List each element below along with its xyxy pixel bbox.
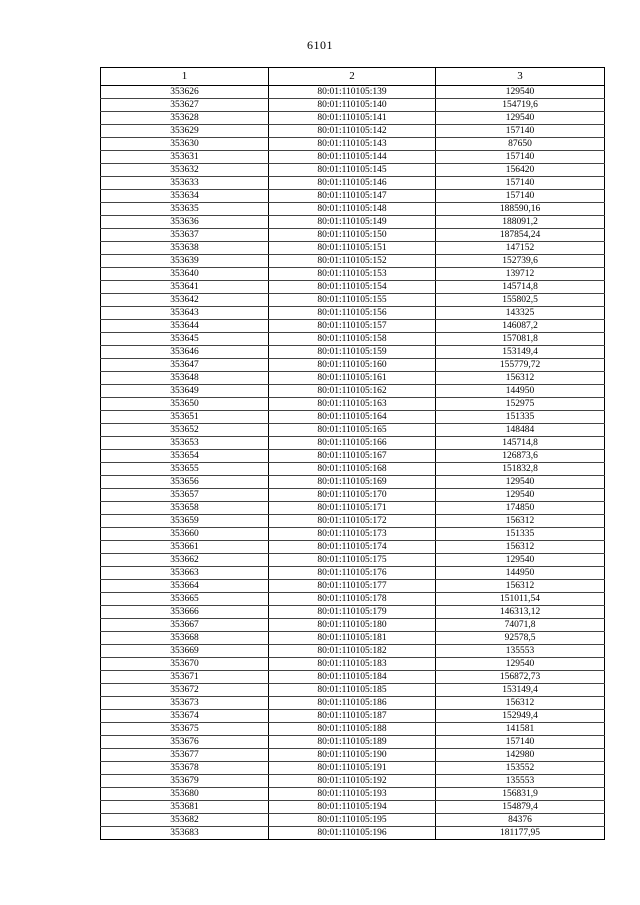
value-cell: 146313,12 [436,606,605,619]
table-row [101,372,605,385]
table-row [101,437,605,450]
cadastral-number-cell: 80:01:110105:153 [269,268,436,281]
table-row [101,463,605,476]
value-cell: 157081,8 [436,333,605,346]
table-row [101,216,605,229]
table-row [101,242,605,255]
cadastral-number-cell: 80:01:110105:179 [269,606,436,619]
cadastral-number-cell: 80:01:110105:189 [269,736,436,749]
table-row [101,645,605,658]
cadastral-number-cell: 80:01:110105:182 [269,645,436,658]
cadastral-number-cell: 80:01:110105:140 [269,99,436,112]
value-cell: 129540 [436,476,605,489]
cadastral-number-cell: 80:01:110105:158 [269,333,436,346]
table-row [101,619,605,632]
value-cell: 156420 [436,164,605,177]
table-row [101,580,605,593]
value-cell: 145714,8 [436,281,605,294]
cadastral-number-cell: 80:01:110105:168 [269,463,436,476]
cadastral-number-cell: 80:01:110105:160 [269,359,436,372]
row-number-cell: 353663 [101,567,269,580]
value-cell: 129540 [436,658,605,671]
table-row [101,268,605,281]
page-number: 6101 [307,38,333,52]
row-number-cell: 353632 [101,164,269,177]
table-row [101,86,605,99]
table-row [101,658,605,671]
value-cell: 156312 [436,697,605,710]
table-row [101,723,605,736]
cadastral-number-cell: 80:01:110105:184 [269,671,436,684]
table-row [101,151,605,164]
table-row [101,385,605,398]
cadastral-number-cell: 80:01:110105:167 [269,450,436,463]
row-number-cell: 353677 [101,749,269,762]
value-cell: 74071,8 [436,619,605,632]
row-number-cell: 353642 [101,294,269,307]
row-number-cell: 353641 [101,281,269,294]
cadastral-number-cell: 80:01:110105:177 [269,580,436,593]
cadastral-number-cell: 80:01:110105:162 [269,385,436,398]
row-number-cell: 353640 [101,268,269,281]
cadastral-number-cell: 80:01:110105:172 [269,515,436,528]
header-row [101,68,605,86]
value-cell: 156872,73 [436,671,605,684]
row-number-cell: 353665 [101,593,269,606]
cadastral-number-cell: 80:01:110105:187 [269,710,436,723]
table-row [101,593,605,606]
value-cell: 156312 [436,372,605,385]
table-row [101,411,605,424]
table-row [101,476,605,489]
cadastral-number-cell: 80:01:110105:185 [269,684,436,697]
row-number-cell: 353643 [101,307,269,320]
table-row [101,489,605,502]
row-number-cell: 353674 [101,710,269,723]
table-row [101,567,605,580]
cadastral-number-cell: 80:01:110105:163 [269,398,436,411]
value-cell: 151335 [436,411,605,424]
cadastral-number-cell: 80:01:110105:174 [269,541,436,554]
row-number-cell: 353681 [101,801,269,814]
value-cell: 187854,24 [436,229,605,242]
cadastral-number-cell: 80:01:110105:192 [269,775,436,788]
row-number-cell: 353644 [101,320,269,333]
value-cell: 141581 [436,723,605,736]
row-number-cell: 353631 [101,151,269,164]
value-cell: 157140 [436,125,605,138]
cadastral-number-cell: 80:01:110105:194 [269,801,436,814]
row-number-cell: 353629 [101,125,269,138]
row-number-cell: 353657 [101,489,269,502]
cadastral-number-cell: 80:01:110105:181 [269,632,436,645]
table-row [101,294,605,307]
column-header-2: 2 [269,68,436,86]
cadastral-number-cell: 80:01:110105:191 [269,762,436,775]
row-number-cell: 353661 [101,541,269,554]
row-number-cell: 353638 [101,242,269,255]
value-cell: 157140 [436,151,605,164]
row-number-cell: 353675 [101,723,269,736]
value-cell: 155802,5 [436,294,605,307]
table-row [101,684,605,697]
row-number-cell: 353654 [101,450,269,463]
value-cell: 129540 [436,86,605,99]
cadastral-number-cell: 80:01:110105:155 [269,294,436,307]
value-cell: 151832,8 [436,463,605,476]
table-row [101,827,605,840]
row-number-cell: 353656 [101,476,269,489]
value-cell: 156312 [436,515,605,528]
column-header-1: 1 [101,68,269,86]
row-number-cell: 353650 [101,398,269,411]
value-cell: 155779,72 [436,359,605,372]
cadastral-number-cell: 80:01:110105:165 [269,424,436,437]
table-row [101,515,605,528]
value-cell: 157140 [436,736,605,749]
row-number-cell: 353651 [101,411,269,424]
row-number-cell: 353673 [101,697,269,710]
column-header-3: 3 [436,68,605,86]
table-row [101,307,605,320]
value-cell: 153149,4 [436,684,605,697]
table-row [101,164,605,177]
value-cell: 146087,2 [436,320,605,333]
value-cell: 151335 [436,528,605,541]
table-row [101,814,605,827]
table-row [101,333,605,346]
table-row [101,749,605,762]
value-cell: 157140 [436,190,605,203]
value-cell: 84376 [436,814,605,827]
value-cell: 144950 [436,385,605,398]
value-cell: 129540 [436,554,605,567]
table-body [101,86,605,840]
row-number-cell: 353676 [101,736,269,749]
value-cell: 92578,5 [436,632,605,645]
row-number-cell: 353672 [101,684,269,697]
table-row [101,554,605,567]
table-row [101,255,605,268]
cadastral-number-cell: 80:01:110105:141 [269,112,436,125]
table-row [101,736,605,749]
table-row [101,203,605,216]
cadastral-number-cell: 80:01:110105:139 [269,86,436,99]
value-cell: 152739,6 [436,255,605,268]
value-cell: 126873,6 [436,450,605,463]
cadastral-number-cell: 80:01:110105:196 [269,827,436,840]
row-number-cell: 353626 [101,86,269,99]
cadastral-number-cell: 80:01:110105:183 [269,658,436,671]
table-row [101,671,605,684]
cadastral-number-cell: 80:01:110105:159 [269,346,436,359]
table-row [101,788,605,801]
table-row [101,359,605,372]
value-cell: 145714,8 [436,437,605,450]
table-row [101,632,605,645]
cadastral-number-cell: 80:01:110105:157 [269,320,436,333]
row-number-cell: 353635 [101,203,269,216]
cadastral-number-cell: 80:01:110105:164 [269,411,436,424]
cadastral-number-cell: 80:01:110105:169 [269,476,436,489]
cadastral-number-cell: 80:01:110105:145 [269,164,436,177]
table-row [101,450,605,463]
value-cell: 129540 [436,112,605,125]
row-number-cell: 353670 [101,658,269,671]
cadastral-number-cell: 80:01:110105:150 [269,229,436,242]
row-number-cell: 353652 [101,424,269,437]
cadastral-number-cell: 80:01:110105:180 [269,619,436,632]
value-cell: 153552 [436,762,605,775]
table-row [101,346,605,359]
cadastral-number-cell: 80:01:110105:151 [269,242,436,255]
value-cell: 87650 [436,138,605,151]
row-number-cell: 353636 [101,216,269,229]
value-cell: 139712 [436,268,605,281]
row-number-cell: 353637 [101,229,269,242]
table-row [101,710,605,723]
value-cell: 152975 [436,398,605,411]
row-number-cell: 353628 [101,112,269,125]
row-number-cell: 353648 [101,372,269,385]
cadastral-number-cell: 80:01:110105:146 [269,177,436,190]
cadastral-number-cell: 80:01:110105:149 [269,216,436,229]
table-row [101,502,605,515]
row-number-cell: 353667 [101,619,269,632]
value-cell: 157140 [436,177,605,190]
value-cell: 188590,16 [436,203,605,216]
row-number-cell: 353653 [101,437,269,450]
row-number-cell: 353668 [101,632,269,645]
value-cell: 156312 [436,580,605,593]
data-table [100,67,605,840]
table-row [101,398,605,411]
row-number-cell: 353664 [101,580,269,593]
cadastral-number-cell: 80:01:110105:156 [269,307,436,320]
row-number-cell: 353634 [101,190,269,203]
cadastral-number-cell: 80:01:110105:147 [269,190,436,203]
cadastral-number-cell: 80:01:110105:176 [269,567,436,580]
table-row [101,138,605,151]
row-number-cell: 353669 [101,645,269,658]
cadastral-number-cell: 80:01:110105:178 [269,593,436,606]
cadastral-number-cell: 80:01:110105:175 [269,554,436,567]
row-number-cell: 353639 [101,255,269,268]
row-number-cell: 353627 [101,99,269,112]
row-number-cell: 353658 [101,502,269,515]
table-row [101,541,605,554]
value-cell: 129540 [436,489,605,502]
table-row [101,606,605,619]
value-cell: 154879,4 [436,801,605,814]
value-cell: 147152 [436,242,605,255]
table-row [101,801,605,814]
cadastral-number-cell: 80:01:110105:186 [269,697,436,710]
cadastral-number-cell: 80:01:110105:154 [269,281,436,294]
row-number-cell: 353666 [101,606,269,619]
cadastral-number-cell: 80:01:110105:148 [269,203,436,216]
table-row [101,281,605,294]
table-row [101,424,605,437]
cadastral-number-cell: 80:01:110105:190 [269,749,436,762]
cadastral-number-cell: 80:01:110105:170 [269,489,436,502]
row-number-cell: 353647 [101,359,269,372]
row-number-cell: 353649 [101,385,269,398]
row-number-cell: 353662 [101,554,269,567]
value-cell: 148484 [436,424,605,437]
row-number-cell: 353645 [101,333,269,346]
table-row [101,697,605,710]
value-cell: 156831,9 [436,788,605,801]
cadastral-number-cell: 80:01:110105:144 [269,151,436,164]
cadastral-number-cell: 80:01:110105:173 [269,528,436,541]
value-cell: 144950 [436,567,605,580]
table-row [101,177,605,190]
value-cell: 154719,6 [436,99,605,112]
value-cell: 143325 [436,307,605,320]
value-cell: 152949,4 [436,710,605,723]
row-number-cell: 353660 [101,528,269,541]
row-number-cell: 353630 [101,138,269,151]
table-row [101,528,605,541]
cadastral-number-cell: 80:01:110105:171 [269,502,436,515]
row-number-cell: 353659 [101,515,269,528]
value-cell: 188091,2 [436,216,605,229]
cadastral-number-cell: 80:01:110105:193 [269,788,436,801]
value-cell: 151011,54 [436,593,605,606]
table-row [101,190,605,203]
row-number-cell: 353683 [101,827,269,840]
value-cell: 142980 [436,749,605,762]
value-cell: 156312 [436,541,605,554]
row-number-cell: 353679 [101,775,269,788]
table-row [101,320,605,333]
table-row [101,229,605,242]
table-row [101,125,605,138]
cadastral-number-cell: 80:01:110105:166 [269,437,436,450]
cadastral-number-cell: 80:01:110105:195 [269,814,436,827]
cadastral-number-cell: 80:01:110105:142 [269,125,436,138]
row-number-cell: 353655 [101,463,269,476]
table-row [101,99,605,112]
cadastral-number-cell: 80:01:110105:188 [269,723,436,736]
value-cell: 135553 [436,775,605,788]
cadastral-number-cell: 80:01:110105:161 [269,372,436,385]
row-number-cell: 353682 [101,814,269,827]
table-row [101,112,605,125]
value-cell: 135553 [436,645,605,658]
value-cell: 153149,4 [436,346,605,359]
row-number-cell: 353671 [101,671,269,684]
row-number-cell: 353633 [101,177,269,190]
row-number-cell: 353646 [101,346,269,359]
cadastral-number-cell: 80:01:110105:152 [269,255,436,268]
cadastral-number-cell: 80:01:110105:143 [269,138,436,151]
table-row [101,775,605,788]
table-row [101,762,605,775]
value-cell: 181177,95 [436,827,605,840]
row-number-cell: 353678 [101,762,269,775]
value-cell: 174850 [436,502,605,515]
row-number-cell: 353680 [101,788,269,801]
